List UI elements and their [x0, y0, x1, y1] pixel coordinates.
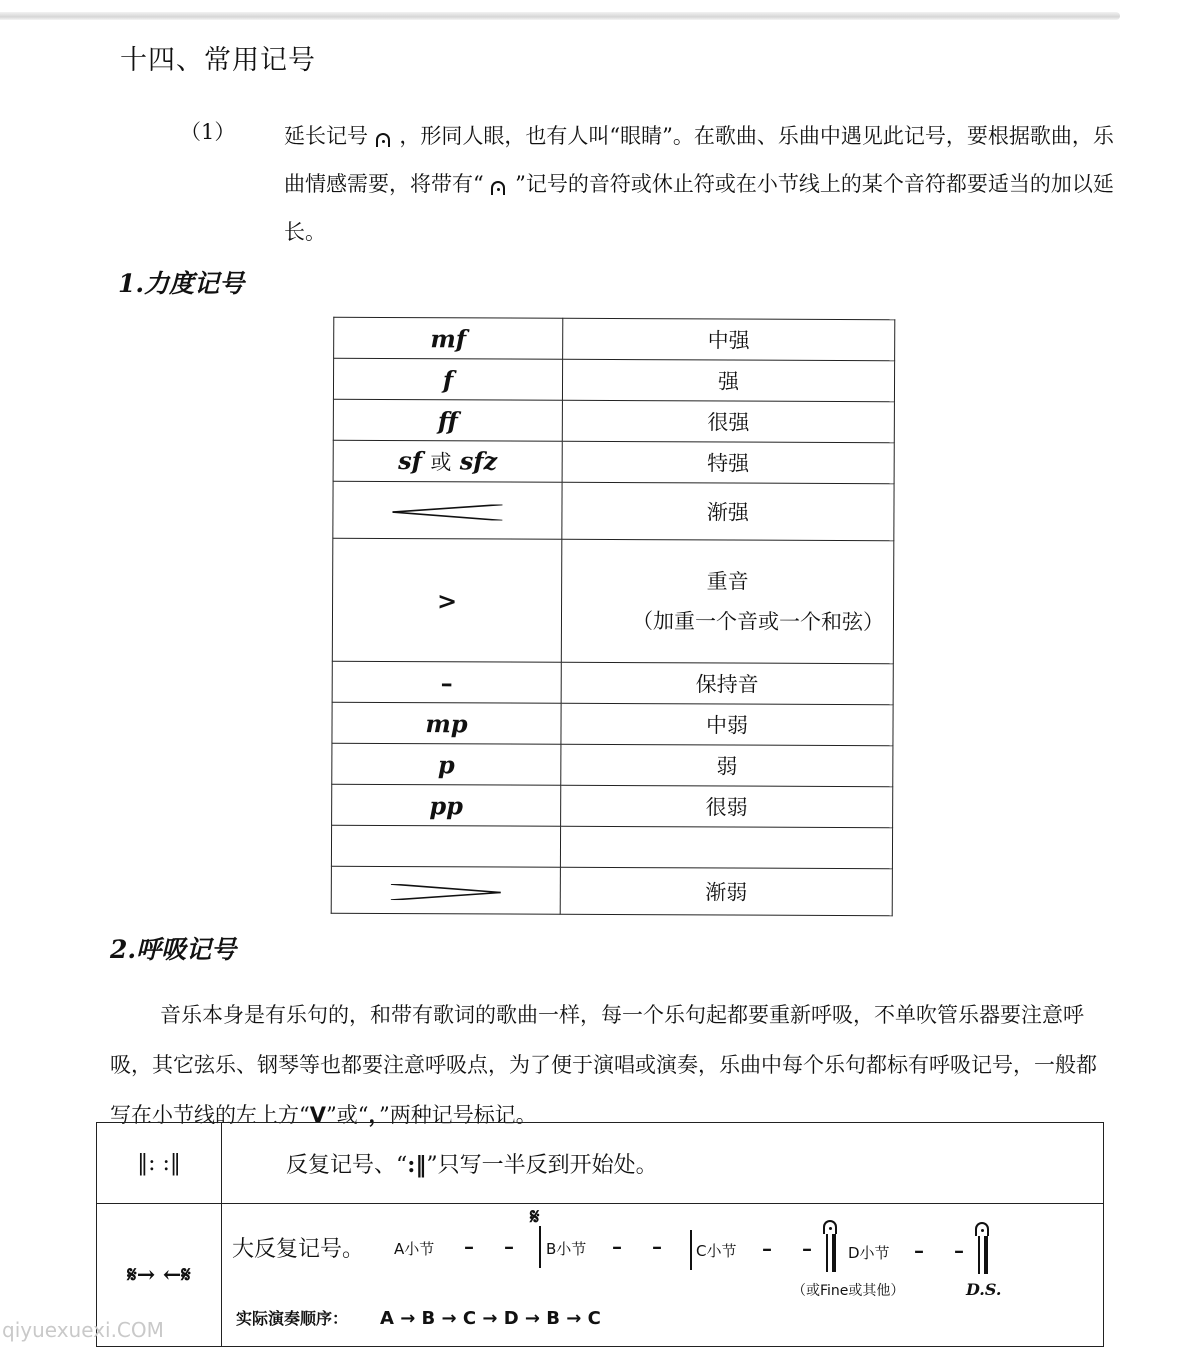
table-row: [97, 1123, 1104, 1204]
table-row: [332, 743, 893, 786]
dynamic-symbol: ff: [333, 399, 562, 441]
repeat-description: [222, 1123, 1104, 1204]
table-row: [333, 440, 894, 483]
dash: –: [802, 1236, 812, 1260]
repeat-desc-start: 反复记号、“: [286, 1152, 408, 1178]
heading-breath: 2.呼吸记号: [110, 935, 237, 964]
fermata-icon: [490, 181, 508, 191]
dynamic-meaning: 保持音: [561, 662, 893, 704]
repeat-end-icon: :‖: [407, 1151, 427, 1178]
ds-label: 大反复记号。: [232, 1237, 365, 1262]
fermata-icon: [822, 1220, 840, 1230]
dynamic-symbol: p: [332, 743, 561, 785]
dynamic-symbol: [333, 481, 562, 539]
barline: [826, 1234, 828, 1272]
dash: –: [954, 1238, 964, 1262]
dynamic-symbol-sf: sf: [398, 446, 423, 476]
barline: [984, 1236, 988, 1274]
dynamic-symbol: [331, 866, 560, 914]
dynamics-table: [331, 317, 896, 916]
dash: –: [914, 1238, 924, 1262]
barline: [978, 1236, 980, 1274]
page-title: 十四、常用记号: [120, 45, 316, 76]
watermark: qiyuexuexi.COM: [2, 1318, 164, 1342]
breath-mark-v-icon: V: [309, 1103, 327, 1127]
dynamic-meaning: 渐弱: [560, 867, 892, 915]
breath-text-mid: ”或“: [326, 1103, 369, 1127]
segment-c: C小节: [696, 1242, 737, 1260]
segment-a: A小节: [394, 1240, 435, 1258]
dynamic-meaning: 中弱: [561, 703, 893, 745]
decrescendo-hairpin-icon: [391, 884, 501, 900]
table-row: [333, 481, 894, 540]
dynamic-meaning: 弱: [561, 744, 893, 786]
barline: [690, 1230, 692, 1270]
dash: –: [652, 1234, 662, 1258]
para-text-2: ，形同人眼，也有人叫“眼睛”。在歌曲、乐曲中遇见此记号，要根据歌曲，乐曲情感需要，将带有“: [284, 124, 1114, 196]
para-text-3: ”记号的音符或休止符或在小节线上的某个音符都要适当的加以延长。: [284, 172, 1114, 244]
dynamic-symbol: –: [332, 661, 561, 703]
dynamic-meaning-main: 重音: [706, 569, 749, 594]
dynamic-symbol-sfz: sfz: [459, 446, 498, 476]
table-row: [332, 661, 893, 704]
crescendo-hairpin-icon: [392, 504, 502, 520]
segment-d: D小节: [848, 1244, 890, 1262]
segno-sign-icon: 𝄋→ ←𝄋: [97, 1204, 222, 1347]
repeat-desc-end: ”只写一半反到开始处。: [426, 1152, 658, 1178]
order-label: 实际演奏顺序：: [236, 1309, 349, 1328]
dash: –: [504, 1234, 514, 1258]
breath-paragraph: [110, 990, 1110, 1140]
barline: [832, 1234, 836, 1272]
dynamic-symbol: [331, 825, 560, 867]
dynamic-symbol: f: [333, 358, 562, 400]
dynamic-meaning: 很强: [562, 400, 894, 442]
table-row: [333, 358, 894, 401]
dash: –: [762, 1236, 772, 1260]
dynamic-meaning: 渐强: [562, 482, 894, 540]
ds-mark: D.S.: [966, 1280, 1002, 1299]
segno-description: [222, 1204, 1104, 1347]
dash: –: [464, 1234, 474, 1258]
dynamic-meaning: [560, 826, 892, 868]
breath-mark-comma-icon: ，: [368, 1103, 379, 1127]
table-row: [332, 784, 893, 827]
page-top-rule: [0, 12, 1120, 20]
dynamic-symbol: mp: [332, 702, 561, 744]
repeat-sign-icon: ‖: :‖: [97, 1123, 222, 1204]
dynamic-symbol: mf: [334, 317, 563, 359]
dynamic-meaning: 强: [562, 359, 894, 401]
fermata-icon: [974, 1222, 992, 1232]
dynamic-meaning: 中强: [563, 318, 895, 360]
dynamic-symbol: >: [332, 538, 562, 662]
fine-note: （或Fine或其他）: [792, 1283, 905, 1299]
heading-dynamics: 1.力度记号: [118, 269, 245, 298]
table-row: [97, 1204, 1104, 1347]
table-row: [331, 825, 892, 868]
play-order: A → B → C → D → B → C: [380, 1308, 601, 1329]
para-text-1: 延长记号: [284, 124, 368, 148]
repeat-table: [96, 1122, 1104, 1347]
paragraph-number: （1）: [180, 120, 236, 144]
dynamic-meaning-note: （加重一个音或一个和弦）: [631, 609, 885, 635]
table-row: [333, 399, 894, 442]
dynamic-symbol-or: 或: [430, 450, 452, 475]
table-row: [332, 538, 894, 663]
dynamic-meaning: [561, 539, 894, 663]
fermata-icon: [375, 133, 393, 143]
dynamic-meaning: 很弱: [561, 785, 893, 827]
dynamic-symbol: pp: [332, 784, 561, 826]
table-row: [334, 317, 895, 360]
segment-b: B小节: [546, 1240, 587, 1258]
barline: [539, 1226, 541, 1268]
dash: –: [612, 1234, 622, 1258]
table-row: [332, 702, 893, 745]
segno-mark-icon: 𝄋: [530, 1204, 540, 1230]
breath-text: 音乐本身是有乐句的，和带有歌词的歌曲一样，每一个乐句起都要重新呼吸，不单吹管乐器要注意呼吸，其它弦乐、钢琴等也都要注意呼吸点，为了便于演唱或演奏，乐曲中每个乐句都标有呼吸记号，一般都写在小节线的左上方“: [110, 1003, 1097, 1127]
dynamic-symbol: [333, 440, 562, 482]
breath-text-end: ”两种记号标记。: [379, 1103, 537, 1127]
dynamic-meaning: 特强: [562, 441, 894, 483]
table-row: [331, 866, 892, 915]
fermata-paragraph: [284, 112, 1124, 256]
